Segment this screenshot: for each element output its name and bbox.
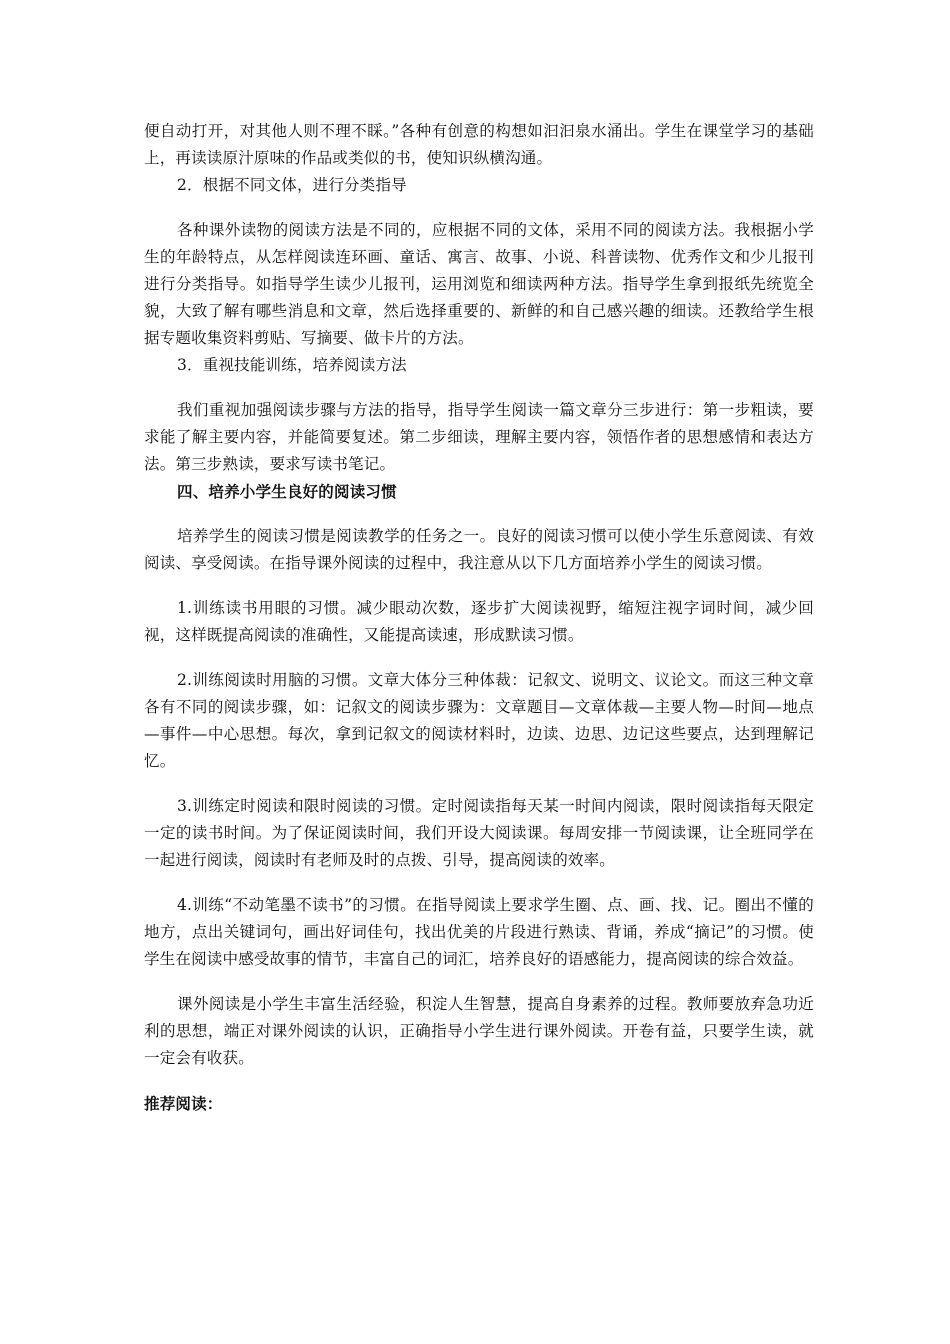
recommended-reading-heading: 推荐阅读：	[144, 1094, 223, 1113]
paragraph-skill-training: 我们重视加强阅读步骤与方法的指导，指导学生阅读一篇文章分三步进行：第一步粗读，要求能了解主要内容，并能简要复述。第二步细读，理解主要内容，领悟作者的思想感情和表达方法。第三步熟读，要求写读书笔记。	[144, 401, 814, 473]
paragraph-classified-guidance: 各种课外读物的阅读方法是不同的，应根据不同的文体，采用不同的阅读方法。我根据小学生的年龄特点，从怎样阅读连环画、童话、寓言、故事、小说、科普读物、优秀作文和少儿报刊进行分类指导。如指导学生读少儿报刊，运用浏览和细读两种方法。指导学生拿到报纸先统览全貌，大致了解有哪些消息和文章，然后选择重要的、新鲜的和自己感兴趣的细读。还教给学生根据专题收集资料剪贴、写摘要、做卡片的方法。	[144, 221, 814, 347]
subheading-skill-training: 3．重视技能训练，培养阅读方法	[177, 356, 407, 374]
paragraph-conclusion: 课外阅读是小学生丰富生活经验，积淀人生智慧，提高自身素养的过程。教师要放弃急功近利的思想，端正对课外阅读的认识，正确指导小学生进行课外阅读。开卷有益，只要学生读，就一定会有收获。	[144, 995, 814, 1067]
paragraph-habit-3: 3.训练定时阅读和限时阅读的习惯。定时阅读指每天某一时间内阅读，限时阅读指每天限定一定的读书时间。为了保证阅读时间，我们开设大阅读课。每周安排一节阅读课，让全班同学在一起进行阅读，阅读时有老师及时的点拨、引导，提高阅读的效率。	[144, 797, 814, 869]
paragraph-continued: 便自动打开，对其他人则不理不睬。”各种有创意的构想如汩汩泉水涌出。学生在课堂学习的基础上，再读读原汁原味的作品或类似的书，使知识纵横沟通。	[144, 122, 814, 167]
paragraph-habit-4: 4.训练“不动笔墨不读书”的习惯。在指导阅读上要求学生圈、点、画、找、记。圈出不懂的地方，点出关键词句，画出好词佳句，找出优美的片段进行熟读、背诵，养成“摘记”的习惯。使学生在阅读中感受故事的情节，丰富自己的词汇，培养良好的语感能力，提高阅读的综合效益。	[144, 896, 814, 968]
section-heading-reading-habits: 四、培养小学生良好的阅读习惯	[177, 482, 397, 501]
subheading-classified-guidance: 2．根据不同文体，进行分类指导	[177, 176, 407, 194]
paragraph-reading-habits-intro: 培养学生的阅读习惯是阅读教学的任务之一。良好的阅读习惯可以使小学生乐意阅读、有效阅读、享受阅读。在指导课外阅读的过程中，我注意从以下几方面培养小学生的阅读习惯。	[144, 527, 814, 572]
document-page	[144, 118, 814, 1117]
paragraph-habit-2: 2.训练阅读时用脑的习惯。文章大体分三种体裁：记叙文、说明文、议论文。而这三种文章各有不同的阅读步骤，如：记叙文的阅读步骤为：文章题目—文章体裁—主要人物—时间—地点—事件—中心思想。每次，拿到记叙文的阅读材料时，边读、边思、边记这些要点，达到理解记忆。	[144, 671, 814, 770]
paragraph-habit-1: 1.训练读书用眼的习惯。减少眼动次数，逐步扩大阅读视野，缩短注视字词时间，减少回视，这样既提高阅读的准确性，又能提高读速，形成默读习惯。	[144, 599, 814, 644]
